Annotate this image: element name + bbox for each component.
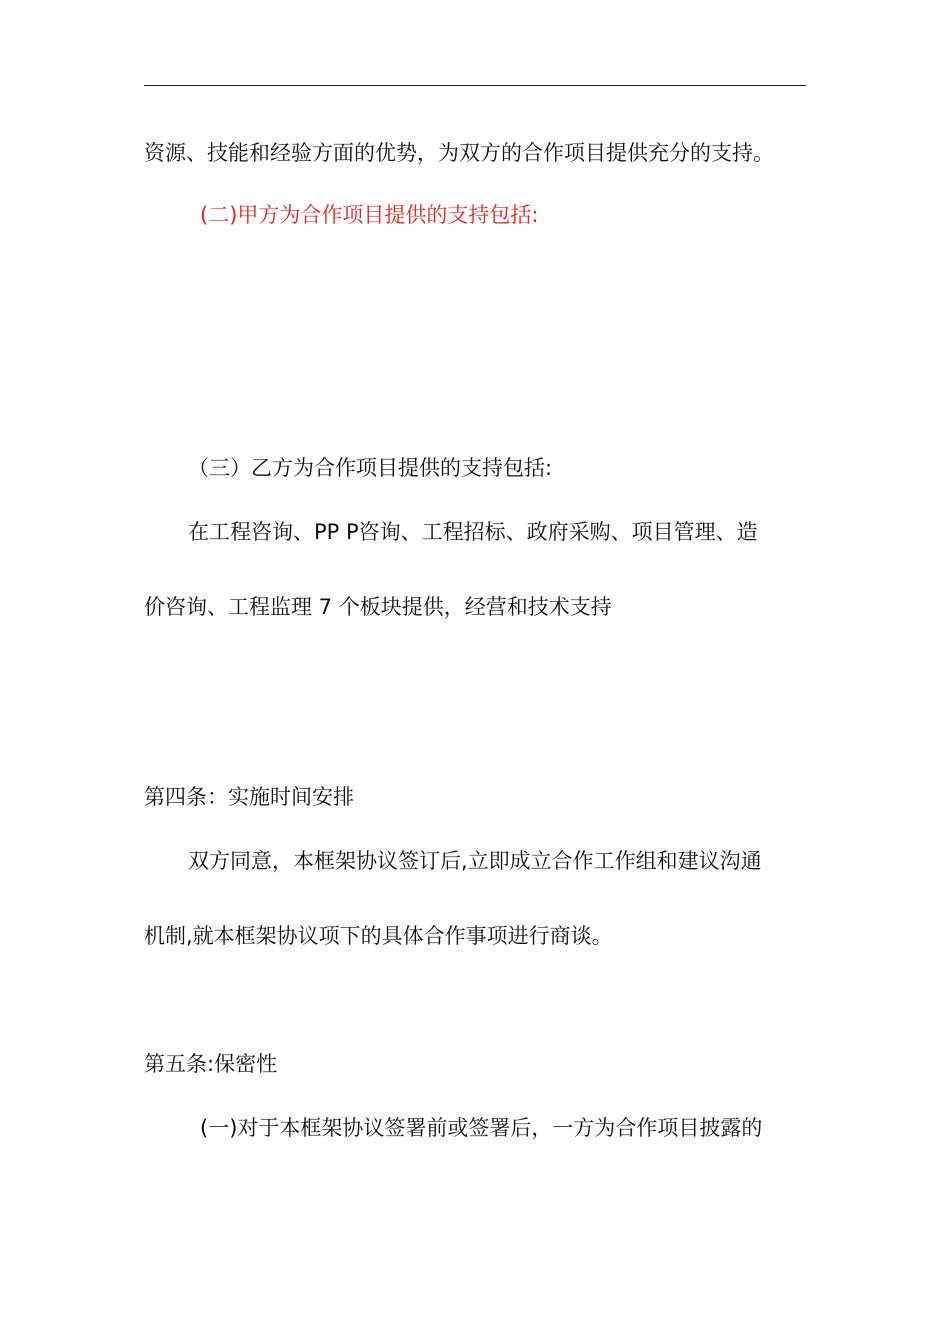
- paragraph-line: 机制,就本框架协议项下的具体合作事项进行商谈。: [144, 924, 613, 948]
- paragraph-line: 价咨询、工程监理 7 个板块提供，经营和技术支持: [144, 595, 612, 619]
- paragraph-line: 资源、技能和经验方面的优势，为双方的合作项目提供充分的支持。: [144, 141, 774, 165]
- section-heading-party-a-support: (二)甲方为合作项目提供的支持包括:: [200, 203, 539, 227]
- section-heading-party-b-support: （三）乙方为合作项目提供的支持包括:: [188, 456, 553, 480]
- article-heading-schedule: 第四条：实施时间安排: [144, 785, 354, 809]
- article-heading-confidentiality: 第五条:保密性: [144, 1052, 278, 1076]
- paragraph-line: 双方同意，本框架协议签订后,立即成立合作工作组和建议沟通: [188, 849, 762, 873]
- paragraph-line: 在工程咨询、PP P咨询、工程招标、政府采购、项目管理、造: [188, 520, 758, 544]
- header-divider: [144, 85, 806, 86]
- paragraph-line: (一)对于本框架协议签署前或签署后，一方为合作项目披露的: [200, 1116, 763, 1140]
